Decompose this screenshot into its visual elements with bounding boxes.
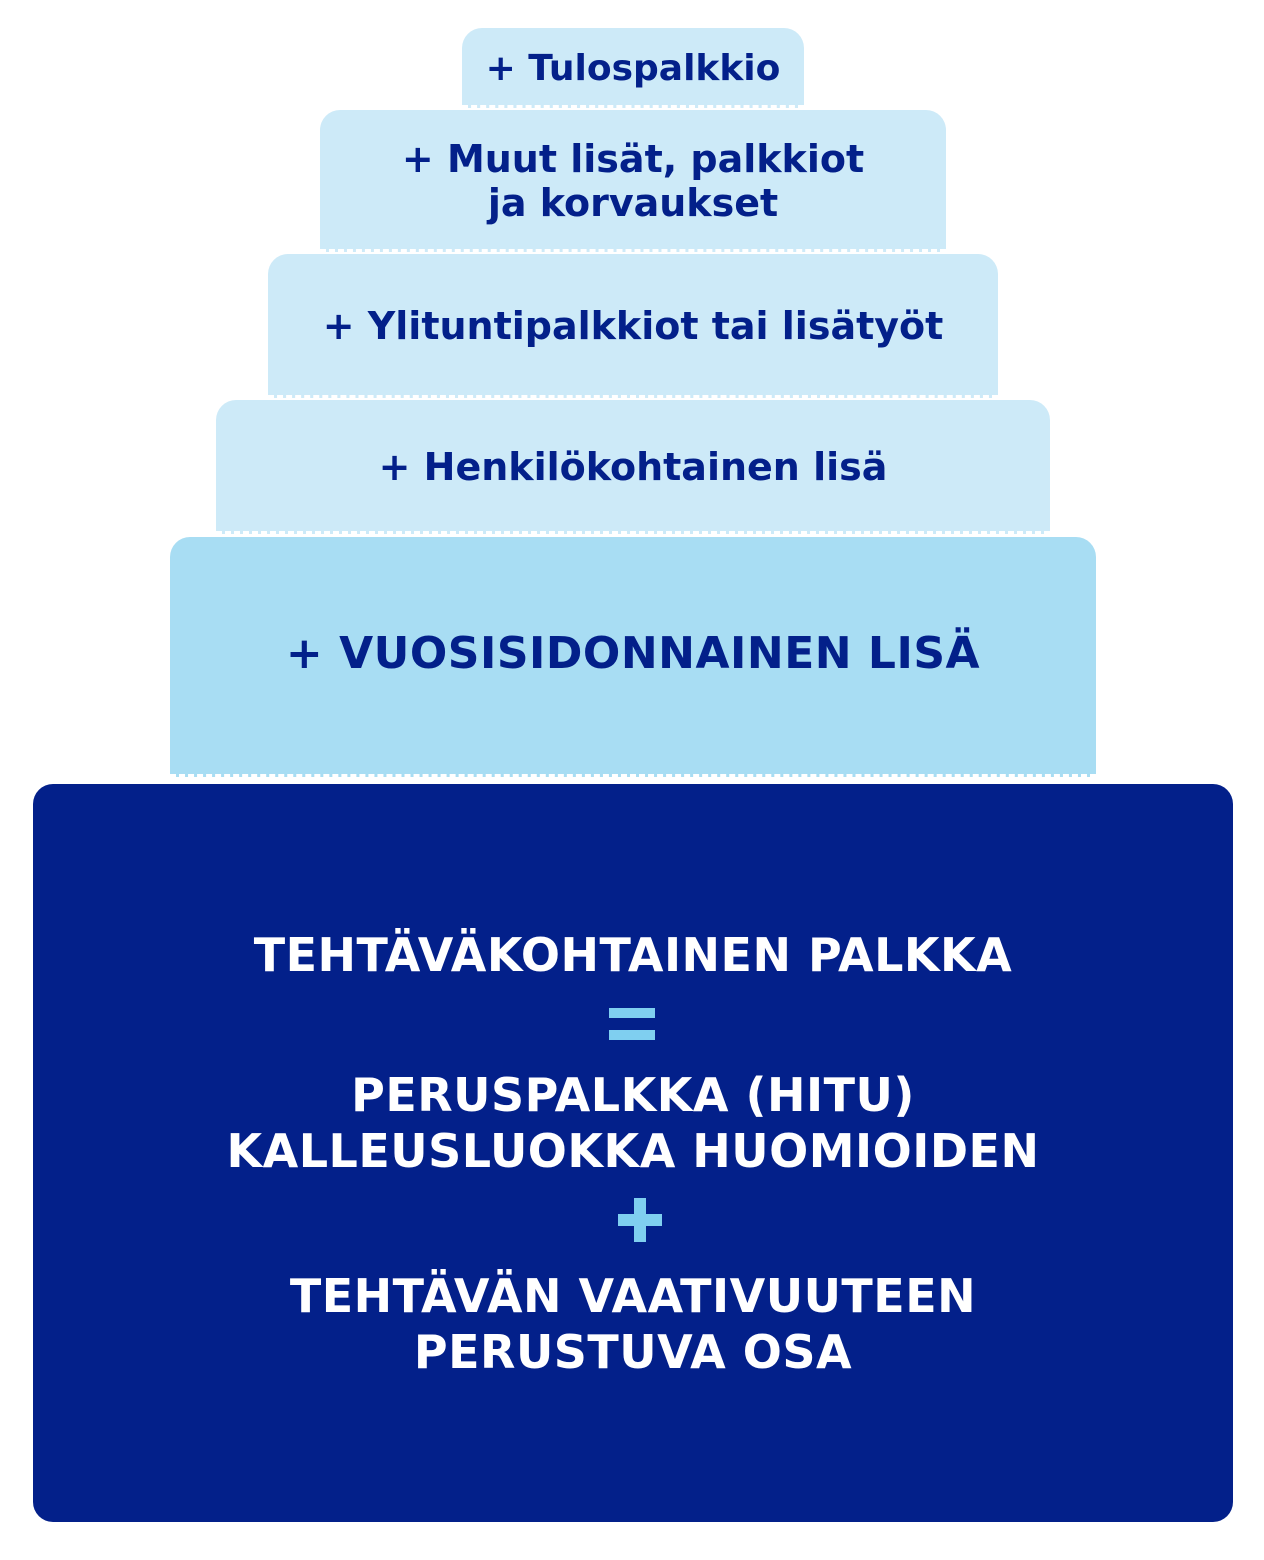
tier-label-line-2: ja korvaukset: [487, 181, 779, 225]
equals-icon: [609, 1008, 655, 1040]
tier-tulospalkkio: [462, 28, 804, 108]
tier-vuosisidonnainen-lisa: [170, 537, 1096, 777]
tier-label: + Tulospalkkio: [485, 47, 781, 89]
base-part-2-line-1: TEHTÄVÄN VAATIVUUTEEN: [289, 1269, 977, 1323]
dashed-divider: [268, 395, 998, 398]
base-salary-block: [33, 784, 1233, 1522]
base-part-1-line-1: PERUSPALKKA (HITU): [351, 1068, 915, 1122]
tier-label: + Ylituntipalkkiot tai lisätyöt: [322, 304, 944, 348]
plus-icon: [618, 1198, 662, 1242]
tier-label: [402, 137, 864, 225]
tier-label: + VUOSISIDONNAINEN LISÄ: [285, 627, 981, 679]
base-title: TEHTÄVÄKOHTAINEN PALKKA: [253, 928, 1013, 982]
tier-label: + Henkilökohtainen lisä: [378, 445, 888, 489]
base-part-1: [33, 1067, 1233, 1179]
base-part-2: [33, 1268, 1233, 1380]
tier-ylituntipalkkiot: [268, 254, 998, 398]
base-part-1-line-2: KALLEUSLUOKKA HUOMIOIDEN: [226, 1124, 1040, 1178]
tier-label-line-1: + Muut lisät, palkkiot: [401, 137, 865, 181]
dashed-divider: [170, 774, 1096, 777]
dashed-divider: [216, 531, 1050, 534]
tier-henkilokohtainen-lisa: [216, 400, 1050, 534]
dashed-divider: [462, 105, 804, 108]
dashed-divider: [320, 249, 946, 252]
base-part-2-line-2: PERUSTUVA OSA: [413, 1325, 853, 1379]
tier-muut-lisat: [320, 110, 946, 252]
